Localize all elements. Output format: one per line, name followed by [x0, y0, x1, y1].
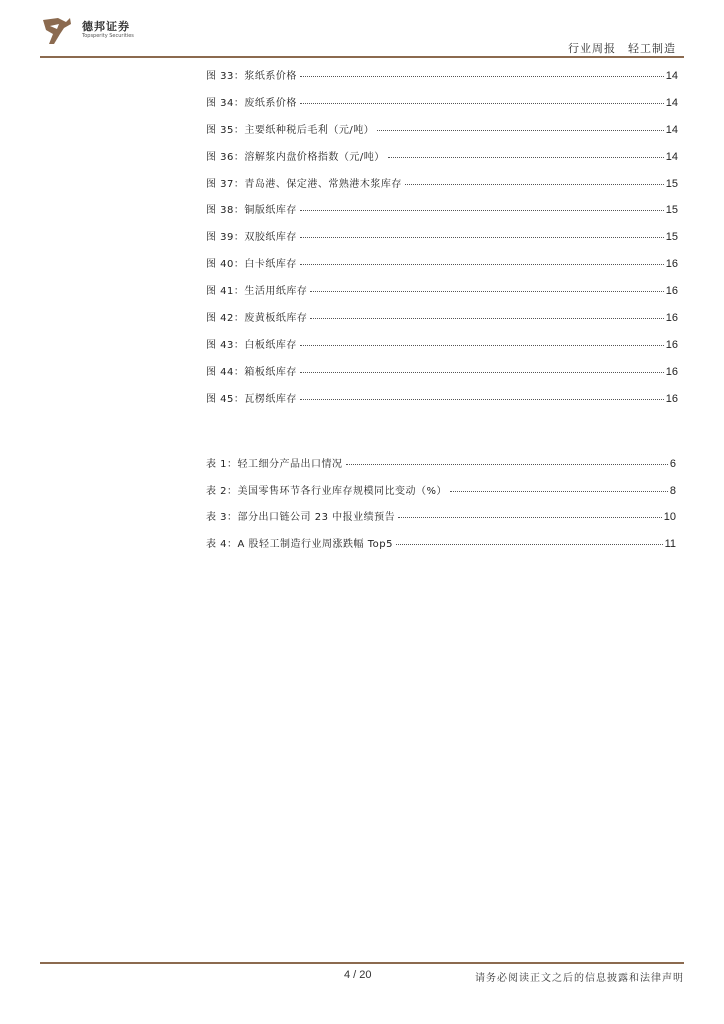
toc-entry[interactable]: 图 38：铜版纸库存 15 [206, 204, 678, 217]
leader-dots [396, 544, 663, 545]
leader-dots [300, 399, 664, 400]
toc-entry[interactable]: 图 41：生活用纸库存 16 [206, 285, 678, 298]
toc-entry[interactable]: 图 45：瓦楞纸库存 16 [206, 392, 678, 405]
page-header [0, 0, 724, 60]
figure-index [206, 67, 678, 417]
leader-dots [377, 130, 663, 131]
leader-dots [405, 184, 664, 185]
toc-entry[interactable]: 图 42：废黄板纸库存 16 [206, 312, 678, 325]
leader-dots [310, 291, 663, 292]
leader-dots [300, 264, 664, 265]
leader-dots [300, 103, 664, 104]
leader-dots [300, 210, 664, 211]
leader-dots [310, 318, 663, 319]
toc-entry[interactable]: 图 43：白板纸库存 16 [206, 338, 678, 351]
brand-name: 德邦证券 [82, 20, 130, 33]
toc-entry[interactable]: 图 34：废纸系价格 14 [206, 96, 678, 109]
table-index [206, 455, 676, 561]
toc-entry[interactable]: 图 40：白卡纸库存 16 [206, 258, 678, 271]
leader-dots [346, 464, 668, 465]
toc-entry[interactable]: 表 1：轻工细分产品出口情况 6 [206, 458, 676, 470]
toc-entry[interactable]: 图 33：浆纸系价格 14 [206, 70, 678, 82]
toc-entry[interactable]: 图 44：箱板纸库存 16 [206, 365, 678, 378]
toc-entry[interactable]: 图 37：青岛港、保定港、常熟港木浆库存 15 [206, 177, 678, 190]
brand-name-english: Topsperity Securities [82, 33, 134, 39]
toc-entry[interactable]: 图 36：溶解浆内盘价格指数（元/吨） 14 [206, 150, 678, 163]
leader-dots [300, 237, 664, 238]
leader-dots [300, 372, 664, 373]
page-number: 4 / 20 [344, 969, 372, 981]
industry-name: 轻工制造 [628, 42, 676, 55]
leader-dots [300, 345, 664, 346]
toc-entry[interactable]: 表 4：A 股轻工制造行业周涨跌幅 Top5 11 [206, 537, 676, 550]
toc-entry[interactable]: 表 2：美国零售环节各行业库存规模同比变动（%） 8 [206, 484, 676, 497]
header-divider [40, 56, 684, 58]
toc-entry[interactable]: 图 39：双胶纸库存 15 [206, 231, 678, 244]
report-type: 行业周报 [568, 42, 616, 55]
leader-dots [300, 76, 664, 77]
legal-disclaimer: 请务必阅读正文之后的信息披露和法律声明 [475, 973, 684, 984]
footer-divider [40, 962, 684, 964]
leader-dots [388, 157, 664, 158]
header-category [568, 40, 676, 56]
leader-dots [398, 517, 662, 518]
brand-logo-icon [40, 14, 74, 48]
toc-entry[interactable]: 图 35：主要纸种税后毛利（元/吨） 14 [206, 123, 678, 136]
leader-dots [450, 491, 668, 492]
toc-entry[interactable]: 表 3：部分出口链公司 23 中报业绩预告 10 [206, 511, 676, 523]
